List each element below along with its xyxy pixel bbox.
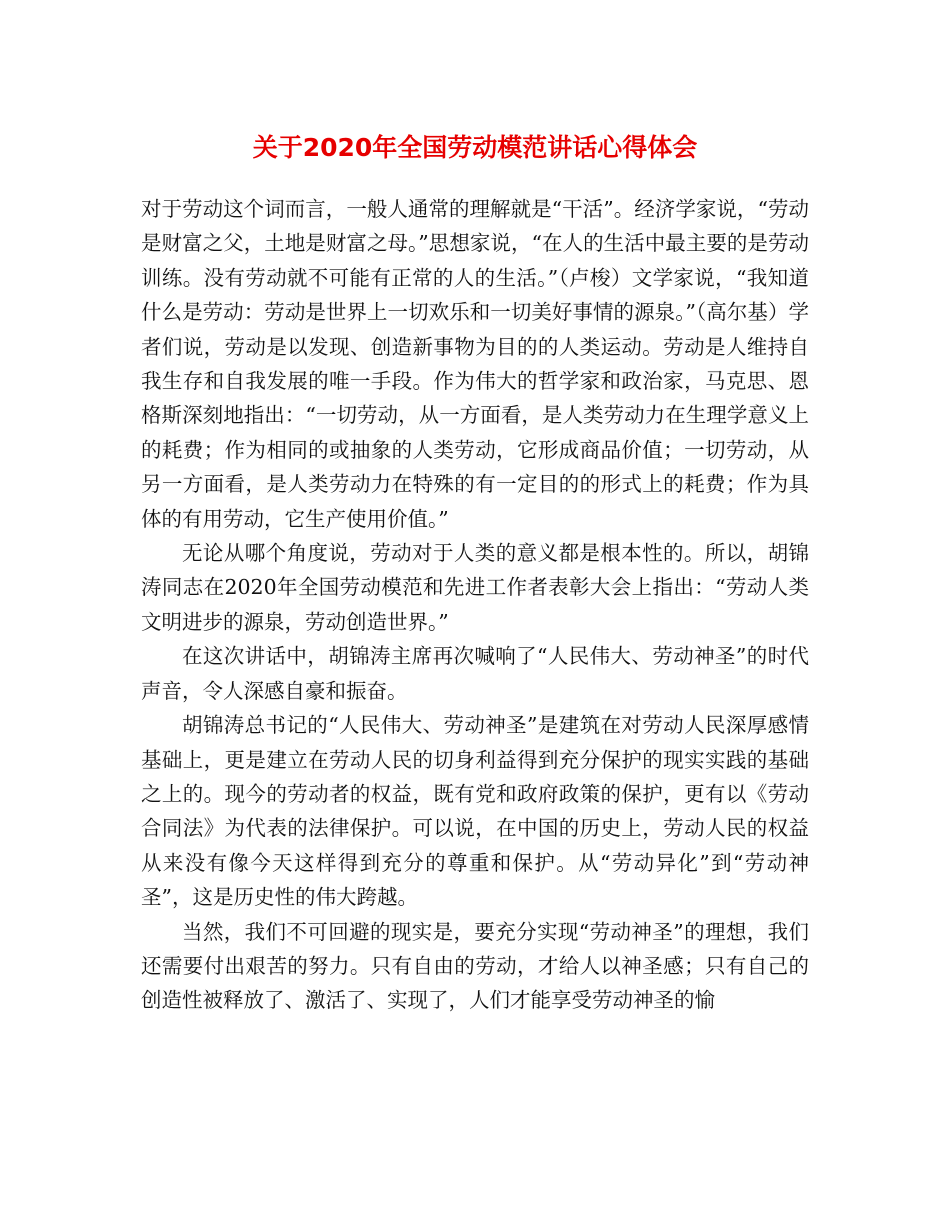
paragraph-1: 对于劳动这个词而言，一般人通常的理解就是“干活”。经济学家说，“劳动是财富之父，土地是财富之母。”思想家说，“在人的生活中最主要的是劳动训练。没有劳动就不可能有正常的人的生活。”（卢梭）文学家说，“我知道什么是劳动：劳动是世界上一切欢乐和一切美好事情的源泉。”（高尔基）学者们说，劳动是以发现、创造新事物为目的的人类运动。劳动是人维持自我生存和自我发展的唯一手段。作为伟大的哲学家和政治家，马克思、恩格斯深刻地指出：“一切劳动，从一方面看，是人类劳动力在生理学意义上的耗费；作为相同的或抽象的人类劳动，它形成商品价值；一切劳动，从另一方面看，是人类劳动力在特殊的有一定目的的形式上的耗费；作为具体的有用劳动，它生产使用价值。” [141,197,809,531]
paragraph-3: 在这次讲话中，胡锦涛主席再次喊响了“人民伟大、劳动神圣”的时代声音，令人深感自豪和振奋。 [141,644,809,703]
document-title: 关于2020年全国劳动模范讲话心得体会 [252,133,698,162]
document-body [141,192,809,1018]
paragraph-4: 胡锦涛总书记的“人民伟大、劳动神圣”是建筑在对劳动人民深厚感情基础上，更是建立在劳动人民的切身利益得到充分保护的现实实践的基础之上的。现今的劳动者的权益，既有党和政府政策的保护，更有以《劳动合同法》为代表的法律保护。可以说，在中国的历史上，劳动人民的权益从来没有像今天这样得到充分的尊重和保护。从“劳动异化”到“劳动神圣”，这是历史性的伟大跨越。 [141,713,809,910]
paragraph-5: 当然，我们不可回避的现实是，要充分实现“劳动神圣”的理想，我们还需要付出艰苦的努力。只有自由的劳动，才给人以神圣感；只有自己的创造性被释放了、激活了、实现了，人们才能享受劳动神圣的愉 [141,919,809,1013]
paragraph-2: 无论从哪个角度说，劳动对于人类的意义都是根本性的。所以，胡锦涛同志在2020年全国劳动模范和先进工作者表彰大会上指出：“劳动人类文明进步的源泉，劳动创造世界。” [141,541,809,634]
